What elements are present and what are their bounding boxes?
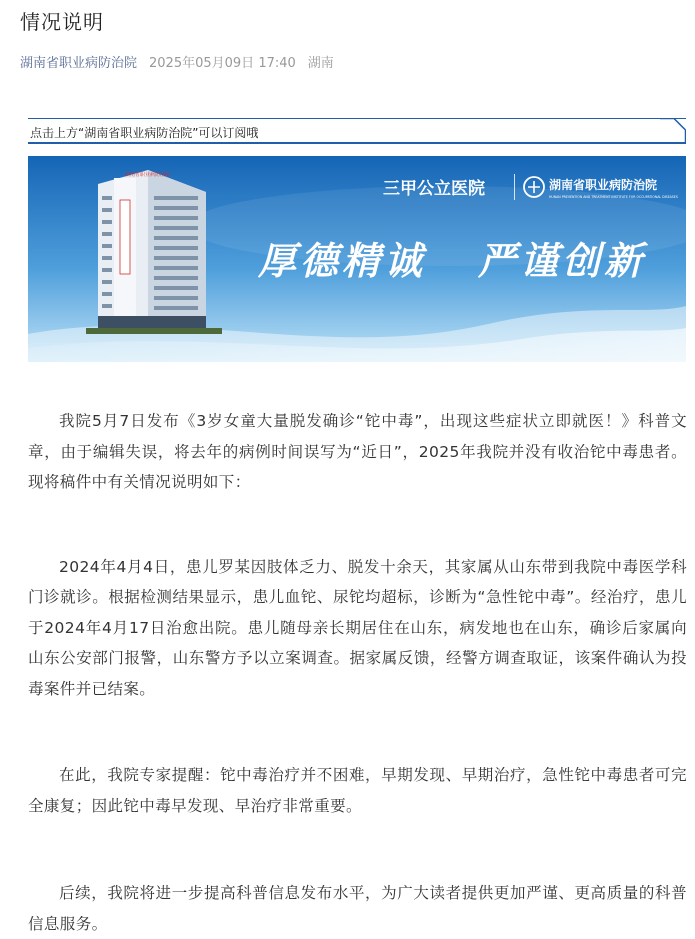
article-paragraph-3: 在此，我院专家提醒：铊中毒治疗并不困难，早期发现、早期治疗，急性铊中毒患者可完全康复；因此铊中毒早发现、早治疗非常重要。 [28, 766, 687, 815]
hospital-banner-image [28, 156, 686, 362]
corner-decoration-icon [660, 118, 686, 144]
article-paragraph-1: 我院5月7日发布《3岁女童大量脱发确诊“铊中毒”，出现这些症状立即就医！》科普文章，由于编辑失误，将去年的病例时间误写为“近日”，2025年我院并没有收治铊中毒患者。现将稿件中有关情况说明如下： [28, 412, 687, 491]
publish-time: 2025年05月09日 17:40 [149, 56, 296, 71]
subscribe-bottom-line [28, 142, 686, 144]
article-body [28, 406, 687, 939]
article-paragraph-4: 后续，我院将进一步提高科普信息发布水平，为广大读者提供更加严谨、更高质量的科普信息服务。 [28, 884, 687, 933]
page-title: 情况说明 [20, 10, 104, 34]
slogan-left: 厚德精诚 [258, 238, 427, 283]
banner-logo-subtitle: HUNAN PREVENTION AND TREATMENT INSTITUTE FOR OCCUPATIONAL DISEASES [549, 195, 678, 199]
subscribe-hint-text: 点击上方“湖南省职业病防治院”可以订阅哦 [30, 126, 259, 140]
subscribe-hint-box [28, 118, 686, 144]
banner-illustration [28, 156, 686, 362]
hospital-building-icon [86, 170, 222, 334]
subscribe-top-line [28, 118, 686, 119]
svg-text:湖南省职业病防治院: 湖南省职业病防治院 [125, 172, 171, 178]
slogan-right: 严谨创新 [478, 238, 647, 283]
article-paragraph-2: 2024年4月4日，患儿罗某因肢体乏力、脱发十余天，其家属从山东带到我院中毒医学科门诊就诊。根据检测结果显示，患儿血铊、尿铊均超标，诊断为“急性铊中毒”。经治疗，患儿于2024年4月17日治愈出院。患儿随母亲长期居住在山东，病发地也在山东，确诊后家属向山东公安部门报警，山东警方予以立案调查。据家属反馈，经警方调查取证，该案件确认为投毒案件并已结案。 [28, 557, 687, 698]
account-name-link[interactable]: 湖南省职业病防治院 [20, 56, 138, 71]
article-meta [20, 52, 334, 71]
banner-logo-name: 湖南省职业病防治院 [549, 178, 658, 192]
banner-tag: 三甲公立医院 [383, 179, 485, 199]
publish-location: 湖南 [307, 56, 334, 71]
